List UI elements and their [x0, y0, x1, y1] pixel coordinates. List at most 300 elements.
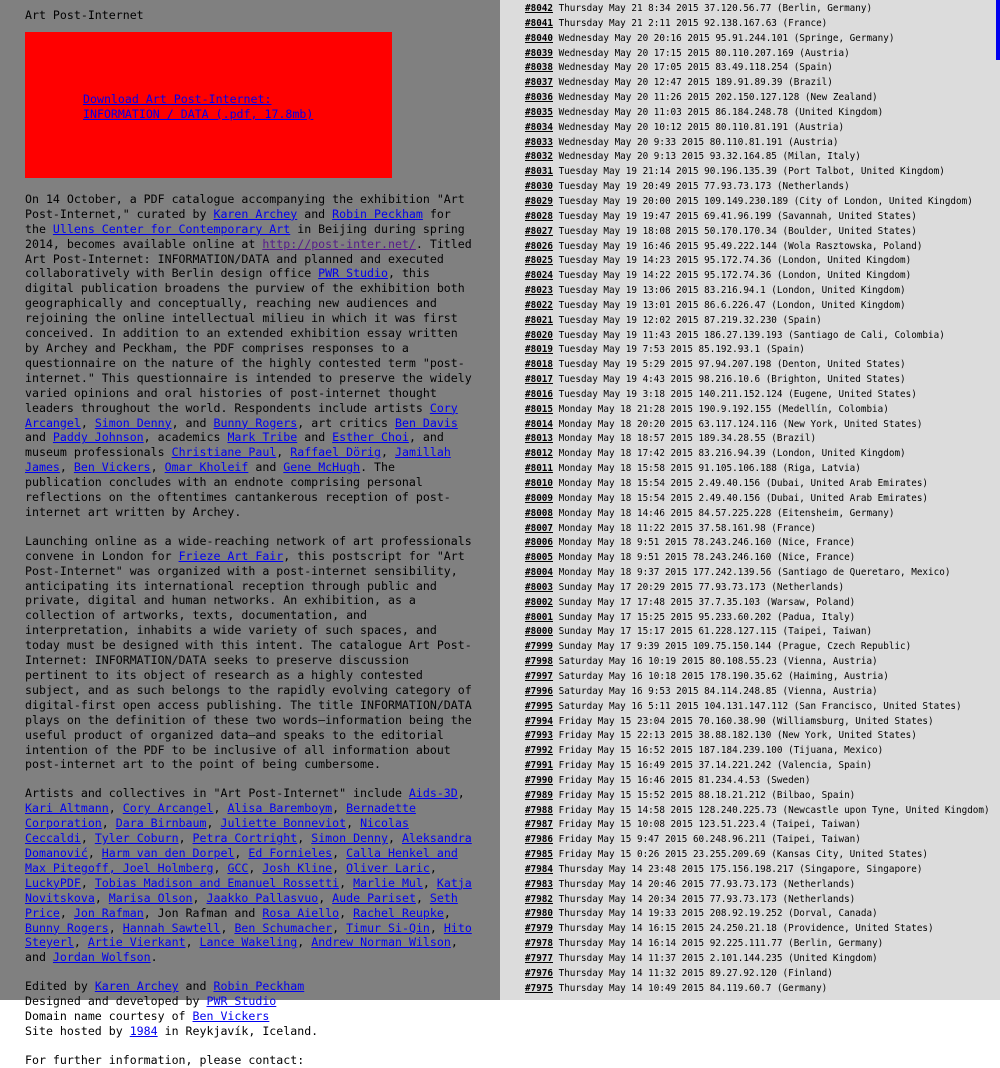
log-entry-text: Friday May 15 16:46 2015 81.234.4.53 (Sweden): [558, 774, 811, 786]
text-segment: , and: [25, 935, 458, 965]
log-entry-id-link[interactable]: #8011: [525, 463, 553, 475]
log-entry: [525, 32, 1000, 47]
text-segment: ,: [94, 890, 109, 905]
log-entry-text: Friday May 15 22:13 2015 38.88.182.130 (New York, United States): [558, 730, 917, 742]
log-entry-id-link[interactable]: #8019: [525, 344, 553, 356]
inline-link[interactable]: PWR Studio: [206, 994, 277, 1009]
text-segment: ,: [59, 905, 74, 920]
log-entry-id-link[interactable]: #7992: [525, 745, 553, 757]
text-segment: and: [297, 206, 333, 221]
text-segment: ,: [332, 920, 347, 935]
text-segment: ,: [185, 935, 200, 950]
log-entry: [525, 581, 1000, 596]
log-entry-text: Tuesday May 19 4:43 2015 98.216.10.6 (Brighton, United States): [558, 374, 906, 386]
inline-link[interactable]: Simon Denny: [94, 415, 172, 430]
log-entry-id-link[interactable]: #8033: [525, 136, 553, 148]
inline-link[interactable]: Marisa Olson: [108, 890, 193, 905]
log-entry-id-link[interactable]: #8020: [525, 329, 553, 341]
inline-link[interactable]: Hito Steyerl: [25, 920, 472, 950]
inline-link[interactable]: Harm van den Dorpel: [101, 845, 235, 860]
inline-link[interactable]: Tyler Coburn: [94, 831, 179, 846]
log-entry: [525, 596, 1000, 611]
text-segment: ,: [178, 831, 193, 846]
log-entry-text: Thursday May 14 11:37 2015 2.101.144.235 (United Kingdom): [558, 953, 878, 964]
log-entry: [525, 195, 1000, 210]
text-segment: ,: [108, 920, 123, 935]
text-segment: , academics: [143, 430, 228, 445]
log-entry-id-link[interactable]: #7991: [525, 760, 553, 772]
log-entry-id-link[interactable]: #8000: [525, 626, 553, 638]
inline-link[interactable]: Rachel Reupke: [353, 905, 444, 920]
text-segment: ,: [213, 801, 228, 816]
text-segment: in Reykjavík, Iceland.: [157, 1023, 319, 1038]
log-entry-text: Saturday May 16 5:11 2015 104.131.147.112 (San Francisco, United States): [558, 700, 962, 712]
text-segment: ,: [388, 831, 402, 846]
inline-link[interactable]: LuckyPDF: [25, 875, 81, 890]
log-entry-id-link[interactable]: #8001: [525, 611, 553, 623]
log-entry: [525, 833, 1000, 848]
log-entry: [525, 240, 1000, 255]
log-entry-id-link[interactable]: #7976: [525, 967, 553, 979]
inline-link[interactable]: Hannah Sawtell: [122, 920, 221, 935]
inline-link[interactable]: Paddy Johnson: [52, 430, 144, 445]
inline-link[interactable]: Frieze Art Fair: [178, 548, 284, 563]
inline-link[interactable]: Aleksandra Domanović: [25, 831, 472, 860]
log-entry: [525, 729, 1000, 744]
log-entry-id-link[interactable]: #8035: [525, 106, 553, 118]
log-entry-id-link[interactable]: #8005: [525, 552, 553, 564]
log-entry-text: Thursday May 14 20:34 2015 77.93.73.173 (Netherlands): [558, 893, 856, 905]
log-entry: [525, 848, 1000, 863]
log-entry-id-link[interactable]: #8004: [525, 567, 553, 579]
log-entry-id-link[interactable]: #8026: [525, 240, 553, 252]
log-entry: [525, 314, 1000, 329]
log-entry: [525, 700, 1000, 715]
log-entry-text: Tuesday May 19 20:00 2015 109.149.230.189 (City of London, United Kingdom): [558, 195, 973, 207]
log-entry: [525, 774, 1000, 789]
text-segment: ,: [332, 845, 347, 860]
log-entry-id-link[interactable]: #8042: [525, 3, 553, 14]
inline-link[interactable]: Jamillah James: [25, 445, 451, 475]
log-entry: [525, 804, 1000, 819]
log-entry: [525, 492, 1000, 507]
log-entry-text: Saturday May 16 10:18 2015 178.190.35.62 (Haiming, Austria): [558, 670, 889, 682]
log-entry: [525, 640, 1000, 655]
log-entry: [525, 47, 1000, 62]
text-segment: ,: [248, 860, 263, 875]
log-entry-id-link[interactable]: #8039: [525, 47, 553, 59]
log-entry-text: Thursday May 14 20:46 2015 77.93.73.173 (Netherlands): [558, 878, 856, 890]
log-entry: [525, 893, 1000, 908]
log-entry-text: Wednesday May 20 9:13 2015 93.32.164.85 (Milan, Italy): [558, 151, 861, 163]
text-segment: ,: [429, 860, 437, 875]
log-entry-text: Thursday May 21 8:34 2015 37.120.56.77 (Berlin, Germany): [558, 3, 873, 14]
text-segment: and: [178, 979, 214, 994]
text-segment: ,: [192, 890, 207, 905]
log-entry-text: Monday May 18 9:51 2015 78.243.246.160 (Nice, France): [558, 537, 856, 549]
log-entry-id-link[interactable]: #8012: [525, 448, 553, 460]
log-entry-text: Thursday May 14 11:32 2015 89.27.92.120 (Finland): [558, 967, 833, 979]
log-entry-id-link[interactable]: #8041: [525, 17, 553, 29]
inline-link[interactable]: Ben Davis: [394, 415, 458, 430]
log-entry-text: Monday May 18 15:58 2015 91.105.106.188 (Riga, Latvia): [558, 463, 861, 475]
log-entry: [525, 907, 1000, 922]
log-entry-id-link[interactable]: #8003: [525, 581, 553, 593]
log-entry-text: Tuesday May 19 13:01 2015 86.6.226.47 (London, United Kingdom): [558, 299, 906, 311]
text-segment: . The publication concludes with an endnote comprising personal reflections on the oftentimes cantankerous reception of post-internet art written by Archey.: [25, 460, 451, 519]
log-entry: [525, 551, 1000, 566]
log-entry-id-link[interactable]: #7993: [525, 730, 553, 742]
text-segment: On 14 October, a PDF catalogue accompanying the exhibition "Art Post-Internet," curated by: [25, 191, 465, 221]
log-entry-text: Tuesday May 19 5:29 2015 97.94.207.198 (Denton, United States): [558, 359, 906, 371]
inline-link[interactable]: Omar Kholeif: [164, 460, 249, 475]
log-entry: [525, 818, 1000, 833]
log-entry-id-link[interactable]: #8025: [525, 255, 553, 267]
log-entry-text: Thursday May 14 23:48 2015 175.156.198.217 (Singapore, Singapore): [558, 863, 923, 875]
log-entry-text: Tuesday May 19 14:22 2015 95.172.74.36 (London, United Kingdom): [558, 270, 912, 282]
log-entry: [525, 76, 1000, 91]
inline-link[interactable]: Esther Choi: [332, 430, 409, 445]
log-entry-id-link[interactable]: #8032: [525, 151, 553, 163]
log-entry-text: Thursday May 14 19:33 2015 208.92.19.252 (Dorval, Canada): [558, 908, 878, 920]
log-entry-text: Monday May 18 9:51 2015 78.243.246.160 (Nice, France): [558, 552, 856, 564]
log-entry-id-link[interactable]: #7999: [525, 641, 553, 653]
inline-link[interactable]: Ben Schumacher: [234, 920, 333, 935]
inline-link[interactable]: Nicolas Ceccaldi: [25, 816, 409, 846]
log-entry-id-link[interactable]: #8037: [525, 77, 553, 89]
log-entry-text: Wednesday May 20 17:05 2015 83.49.118.254 (Spain): [558, 62, 833, 74]
log-entry-text: Tuesday May 19 11:43 2015 186.27.139.193 (Santiago de Cali, Colombia): [558, 329, 945, 341]
inline-link[interactable]: Marlie Mul: [353, 875, 423, 890]
download-label-line2: INFORMATION / DATA (.pdf, 17.8mb): [83, 106, 314, 121]
text-segment: ,: [443, 905, 451, 920]
download-pdf-button[interactable]: [25, 32, 392, 178]
inline-link[interactable]: Josh Kline: [262, 860, 333, 875]
log-entry-id-link[interactable]: #8018: [525, 359, 553, 371]
log-entry: [525, 922, 1000, 937]
text-segment: ,: [429, 920, 444, 935]
inline-link[interactable]: http://post-inter.net/: [262, 236, 416, 251]
log-entry: [525, 611, 1000, 626]
log-entry-id-link[interactable]: #7985: [525, 849, 553, 861]
inline-link[interactable]: Ed Fornieles: [248, 845, 333, 860]
inline-link[interactable]: Seth Price: [25, 890, 458, 920]
log-entry: [525, 121, 1000, 136]
log-entry-text: Wednesday May 20 10:12 2015 80.110.81.191 (Austria): [558, 121, 845, 133]
text-segment: ,: [206, 816, 221, 831]
log-entry: [525, 536, 1000, 551]
log-entry: [525, 878, 1000, 893]
text-segment: ,: [150, 460, 165, 475]
text-segment: ,: [234, 845, 249, 860]
log-entry-id-link[interactable]: #8006: [525, 537, 553, 549]
log-entry-text: Monday May 18 11:22 2015 37.58.161.98 (France): [558, 522, 817, 534]
visitor-log-panel[interactable]: [500, 0, 1000, 1000]
text-segment: ,: [80, 831, 95, 846]
description-text: [25, 192, 475, 1068]
log-entry-text: Monday May 18 17:42 2015 83.216.94.39 (London, United Kingdom): [558, 448, 906, 460]
log-entry: [525, 715, 1000, 730]
log-entry-id-link[interactable]: #7988: [525, 804, 553, 816]
log-entry: [525, 225, 1000, 240]
log-entry: [525, 744, 1000, 759]
inline-link[interactable]: Bernadette Corporation: [25, 801, 416, 831]
log-entry-id-link[interactable]: #8023: [525, 285, 553, 297]
log-entry: [525, 388, 1000, 403]
inline-link[interactable]: 1984: [129, 1023, 158, 1038]
paragraph: [25, 192, 475, 520]
text-segment: Site hosted by: [25, 1023, 130, 1038]
log-entry-text: Wednesday May 20 11:26 2015 202.150.127.128 (New Zealand): [558, 92, 878, 104]
inline-link[interactable]: Ben Vickers: [73, 460, 151, 475]
inline-link[interactable]: Aids-3D: [408, 786, 458, 801]
inline-link[interactable]: Jordan Wolfson: [52, 950, 151, 965]
log-entry-text: Monday May 18 14:46 2015 84.57.225.228 (Eitensheim, Germany): [558, 507, 895, 519]
log-entry-id-link[interactable]: #7997: [525, 670, 553, 682]
log-entry-id-link[interactable]: #8021: [525, 314, 553, 326]
log-entry-text: Thursday May 14 16:15 2015 24.250.21.18 (Providence, United States): [558, 923, 934, 935]
inline-link[interactable]: Cory Arcangel: [25, 400, 458, 430]
log-entry-id-link[interactable]: #8013: [525, 433, 553, 445]
inline-link[interactable]: Jon Rafman: [73, 905, 144, 920]
log-entry-id-link[interactable]: #7980: [525, 908, 553, 920]
inline-link[interactable]: Karen Archey: [213, 206, 298, 221]
log-entry-text: Friday May 15 14:58 2015 128.240.225.73 (Newcastle upon Tyne, United Kingdom): [558, 804, 990, 816]
log-entry-id-link[interactable]: #7975: [525, 982, 553, 994]
inline-link[interactable]: Dara Birnbaum: [115, 816, 207, 831]
log-entry-text: Monday May 18 21:28 2015 190.9.192.155 (Medellín, Colombia): [558, 403, 889, 415]
log-entry-id-link[interactable]: #8008: [525, 507, 553, 519]
log-entry-id-link[interactable]: #7986: [525, 834, 553, 846]
scrollbar-thumb[interactable]: [996, 0, 1000, 60]
inline-link[interactable]: Bunny Rogers: [213, 415, 298, 430]
inline-link[interactable]: Artie Vierkant: [87, 935, 186, 950]
log-entry-id-link[interactable]: #7978: [525, 938, 553, 950]
text-segment: ,: [59, 460, 74, 475]
inline-link[interactable]: PWR Studio: [318, 266, 388, 281]
inline-link[interactable]: Jaakko Pallasvuo: [206, 890, 319, 905]
text-segment: ,: [297, 935, 312, 950]
inline-link[interactable]: Simon Denny: [311, 831, 388, 846]
log-entry-id-link[interactable]: #8002: [525, 596, 553, 608]
inline-link[interactable]: Calla Henkel and Max Pitegoff, Joel Holmberg: [25, 845, 458, 875]
log-entry-text: Monday May 18 18:57 2015 189.34.28.55 (Brazil): [558, 433, 817, 445]
inline-link[interactable]: Katja Novitskova: [25, 875, 472, 905]
inline-link[interactable]: Andrew Norman Wilson: [311, 935, 451, 950]
log-entry-id-link[interactable]: #7983: [525, 878, 553, 890]
text-segment: Domain name courtesy of: [25, 1009, 193, 1024]
log-entry: [525, 2, 1000, 17]
log-entry: [525, 432, 1000, 447]
log-entry-id-link[interactable]: #7996: [525, 685, 553, 697]
inline-link[interactable]: Karen Archey: [94, 979, 179, 994]
log-entry-id-link[interactable]: #8007: [525, 522, 553, 534]
log-entry: [525, 106, 1000, 121]
text-segment: and: [297, 430, 333, 445]
log-entry-text: Wednesday May 20 11:03 2015 86.184.248.78 (United Kingdom): [558, 106, 884, 118]
log-entry: [525, 254, 1000, 269]
text-segment: ,: [213, 860, 228, 875]
inline-link[interactable]: Tobias Madison and Emanuel Rossetti: [94, 875, 340, 890]
log-entry-id-link[interactable]: #8017: [525, 374, 553, 386]
inline-link[interactable]: Aude Pariset: [332, 890, 416, 905]
inline-link[interactable]: Oliver Laric: [346, 860, 430, 875]
log-entry-text: Friday May 15 15:52 2015 88.18.21.212 (Bilbao, Spain): [558, 789, 856, 801]
log-entry-id-link[interactable]: #7994: [525, 715, 553, 727]
log-entry: [525, 759, 1000, 774]
inline-link[interactable]: Rosa Aiello: [262, 905, 340, 920]
log-entry: [525, 61, 1000, 76]
inline-link[interactable]: Robin Peckham: [213, 979, 305, 994]
text-segment: Edited by: [25, 979, 95, 994]
log-entry: [525, 625, 1000, 640]
inline-link[interactable]: Ullens Center for Contemporary Art: [52, 221, 291, 236]
log-entry-id-link[interactable]: #8015: [525, 403, 553, 415]
log-entry-id-link[interactable]: #8030: [525, 181, 553, 193]
log-entry-text: Thursday May 21 2:11 2015 92.138.167.63 (France): [558, 17, 828, 29]
log-entry: [525, 136, 1000, 151]
inline-link[interactable]: Gene McHugh: [283, 460, 361, 475]
log-entry-text: Tuesday May 19 16:46 2015 95.49.222.144 (Wola Rasztowska, Poland): [558, 240, 923, 252]
text-segment: and: [248, 460, 284, 475]
log-entry-text: Tuesday May 19 14:23 2015 95.172.74.36 (London, United Kingdom): [558, 255, 912, 267]
log-entry-id-link[interactable]: #8040: [525, 32, 553, 44]
text-segment: ,: [332, 860, 347, 875]
inline-link[interactable]: Robin Peckham: [332, 206, 423, 221]
text-segment: ,: [457, 786, 465, 801]
text-segment: , and: [171, 415, 214, 430]
text-segment: ,: [346, 816, 361, 831]
log-entry-text: Tuesday May 19 7:53 2015 85.192.93.1 (Spain): [558, 344, 805, 356]
log-entry-id-link[interactable]: #7998: [525, 656, 553, 668]
inline-link[interactable]: GCC: [227, 860, 249, 875]
log-entry: [525, 165, 1000, 180]
log-entry: [525, 967, 1000, 982]
log-entry: [525, 210, 1000, 225]
text-segment: for the: [25, 206, 451, 236]
text-segment: Launching online as a wide-reaching network of art professionals convene in London for: [25, 533, 472, 563]
log-entry-id-link[interactable]: #7987: [525, 819, 553, 831]
text-segment: ,: [87, 845, 102, 860]
log-entry-id-link[interactable]: #8027: [525, 225, 553, 237]
log-entry-id-link[interactable]: #8010: [525, 478, 553, 489]
inline-link[interactable]: Cory Arcangel: [122, 801, 214, 816]
log-entry-text: Tuesday May 19 19:47 2015 69.41.96.199 (Savannah, United States): [558, 210, 917, 222]
info-panel: [0, 0, 500, 1067]
text-segment: ,: [318, 890, 333, 905]
text-segment: . Titled Art Post-Internet: INFORMATION/DATA and planned and executed collaboratively with Berlin design office: [25, 236, 472, 281]
log-entry-id-link[interactable]: #8014: [525, 418, 553, 430]
text-segment: in Beijing during spring 2014, becomes available online at: [25, 221, 465, 251]
text-segment: Artists and collectives in "Art Post-Internet" include: [25, 786, 409, 801]
visitor-log-list: [525, 2, 1000, 997]
log-entry-id-link[interactable]: #8024: [525, 270, 553, 282]
inline-link[interactable]: Mark Tribe: [227, 430, 298, 445]
log-entry-id-link[interactable]: #7995: [525, 700, 553, 712]
inline-link[interactable]: Christiane Paul: [171, 445, 277, 460]
log-entry-id-link[interactable]: #8016: [525, 388, 553, 400]
log-entry-text: Sunday May 17 17:48 2015 37.7.35.103 (Warsaw, Poland): [558, 596, 856, 608]
inline-link[interactable]: Petra Cortright: [192, 831, 298, 846]
log-entry-text: Thursday May 14 16:14 2015 92.225.111.77 (Berlin, Germany): [558, 938, 884, 950]
log-entry: [525, 284, 1000, 299]
log-entry-text: Friday May 15 23:04 2015 70.160.38.90 (Williamsburg, United States): [558, 715, 934, 727]
log-entry: [525, 566, 1000, 581]
log-entry: [525, 91, 1000, 106]
log-entry-id-link[interactable]: #8038: [525, 62, 553, 74]
log-entry-id-link[interactable]: #8022: [525, 299, 553, 311]
log-entry-id-link[interactable]: #7977: [525, 953, 553, 964]
log-entry-text: Wednesday May 20 12:47 2015 189.91.89.39 (Brazil): [558, 77, 833, 89]
paragraph: [25, 534, 475, 773]
log-entry-text: Tuesday May 19 3:18 2015 140.211.152.124 (Eugene, United States): [558, 388, 917, 400]
log-entry-text: Tuesday May 19 21:14 2015 90.196.135.39 (Port Talbot, United Kingdom): [558, 166, 945, 178]
log-entry-text: Wednesday May 20 17:15 2015 80.110.207.169 (Austria): [558, 47, 850, 59]
inline-link[interactable]: Juliette Bonneviot: [220, 816, 347, 831]
log-entry: [525, 150, 1000, 165]
log-entry-text: Monday May 18 15:54 2015 2.49.40.156 (Dubai, United Arab Emirates): [558, 478, 929, 489]
paragraph: [25, 979, 475, 1039]
log-entry-id-link[interactable]: #8029: [525, 195, 553, 207]
log-entry: [525, 462, 1000, 477]
log-entry-text: Thursday May 14 10:49 2015 84.119.60.7 (Germany): [558, 982, 828, 994]
log-entry-text: Wednesday May 20 20:16 2015 95.91.244.101 (Springe, Germany): [558, 32, 895, 44]
log-entry: [525, 329, 1000, 344]
log-entry-id-link[interactable]: #8028: [525, 210, 553, 222]
inline-link[interactable]: Timur Si-Qin: [346, 920, 430, 935]
text-segment: ,: [220, 920, 235, 935]
log-entry-text: Tuesday May 19 13:06 2015 83.216.94.1 (London, United Kingdom): [558, 285, 906, 297]
log-entry-id-link[interactable]: #8031: [525, 166, 553, 178]
text-segment: ,: [80, 415, 95, 430]
log-entry-id-link[interactable]: #7990: [525, 774, 553, 786]
log-entry-id-link[interactable]: #8036: [525, 92, 553, 104]
text-segment: , this postscript for "Art Post-Internet" was organized with a post-internet sensibility, anticipating its international reception through public and private, digital and human networks. An exhibition, as a collection of artworks, texts, documentation, and interpretation, inhabits a wide variety of such spaces, and today must be designed with this intent. The catalogue Art Post-Internet: INFORMATION/DATA seeks to preserve discussion pertinent to its object of research as a highly contested subject, and as such belongs to the rapidly evolving category of digital-first open access publishing. The title INFORMATION/DATA plays on the definition of these two words—information being the useful product of organized data—and speaks to the editorial intention of the PDF to be inclusive of all information about post-internet art to the point of being cumbersome.: [25, 548, 472, 772]
log-entry-text: Friday May 15 16:52 2015 187.184.239.100 (Tijuana, Mexico): [558, 745, 884, 757]
log-entry-id-link[interactable]: #7982: [525, 893, 553, 905]
log-entry-id-link[interactable]: #7989: [525, 789, 553, 801]
log-entry-id-link[interactable]: #7979: [525, 923, 553, 935]
inline-link[interactable]: Raffael Dörig: [290, 445, 382, 460]
log-entry: [525, 403, 1000, 418]
log-entry: [525, 507, 1000, 522]
log-entry: [525, 655, 1000, 670]
log-entry: [525, 789, 1000, 804]
log-entry-text: Friday May 15 10:08 2015 123.51.223.4 (Taipei, Taiwan): [558, 819, 861, 831]
text-segment: ,: [73, 935, 88, 950]
log-entry-text: Friday May 15 9:47 2015 60.248.96.211 (Taipei, Taiwan): [558, 834, 861, 846]
log-entry-id-link[interactable]: #8034: [525, 121, 553, 133]
inline-link[interactable]: Bunny Rogers: [25, 920, 109, 935]
text-segment: ,: [101, 816, 116, 831]
log-entry-text: Saturday May 16 10:19 2015 80.108.55.23 (Vienna, Austria): [558, 656, 878, 668]
log-entry: [525, 269, 1000, 284]
log-entry: [525, 685, 1000, 700]
inline-link[interactable]: Lance Wakeling: [199, 935, 298, 950]
site-title: Art Post-Internet: [25, 8, 144, 22]
inline-link[interactable]: Ben Vickers: [192, 1009, 270, 1024]
log-entry: [525, 180, 1000, 195]
log-entry-id-link[interactable]: #8009: [525, 492, 553, 504]
log-entry-text: Tuesday May 19 12:02 2015 87.219.32.230 (Spain): [558, 314, 822, 326]
log-entry: [525, 373, 1000, 388]
inline-link[interactable]: Kari Altmann: [25, 801, 109, 816]
text-segment: , this digital publication broadens the purview of the exhibition both geographically and conceptually, reaching new audiences and rejoining the online intellectual milieu in which it was first conceived. In addition to an extended exhibition essay written by Archey and Peckham, the PDF comprises responses to a questionnaire on the nature of the highly contested term "post-internet." This questionnaire is intended to preserve the widely varied opinions and oral histories of post-internet thought leaders throughout the world. Respondents include artists: [25, 266, 472, 415]
log-entry: [525, 982, 1000, 997]
log-entry-id-link[interactable]: #7984: [525, 863, 553, 875]
log-entry-text: Saturday May 16 9:53 2015 84.114.248.85 (Vienna, Austria): [558, 685, 878, 697]
inline-link[interactable]: Alisa Baremboym: [227, 801, 333, 816]
